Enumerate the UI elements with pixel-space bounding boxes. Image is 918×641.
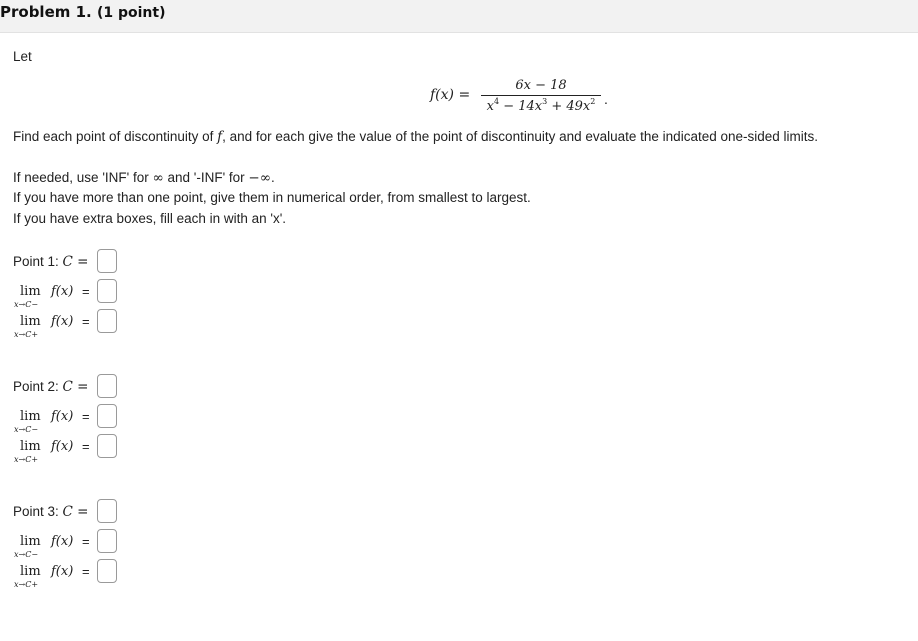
- point-2-right-limit: lim x→C+ f(x): [14, 439, 74, 464]
- point-1-label: Point 1: C =: [13, 254, 89, 270]
- point-2-c-input[interactable]: [97, 374, 117, 398]
- point-1-c-input[interactable]: [97, 249, 117, 273]
- point-2-right-eq: =: [82, 439, 90, 454]
- point-1-right-limit: lim x→C+ f(x): [14, 314, 74, 339]
- point-2-left-limit: lim x→C− f(x): [14, 409, 74, 434]
- formula-denominator: $x^4 - 14x^3 + 49x^2$: [486, 97, 596, 114]
- point-2-left-eq: =: [82, 409, 90, 424]
- intro-text: Let: [13, 49, 32, 64]
- formula-fraction: [481, 77, 601, 115]
- formula-numerator: 6x − 18: [515, 78, 567, 93]
- point-3-left-eq: =: [82, 534, 90, 549]
- fraction-bar: [481, 95, 601, 96]
- point-3-c-input[interactable]: [97, 499, 117, 523]
- formula-lhs: f(x) =: [430, 87, 471, 103]
- point-3-right-eq: =: [82, 564, 90, 579]
- problem-title: [0, 3, 166, 21]
- instruction-order: If you have more than one point, give them in numerical order, from smallest to largest.: [13, 190, 531, 205]
- point-1-left-eq: =: [82, 284, 90, 299]
- point-1-right-limit-input[interactable]: [97, 309, 117, 333]
- instruction-extra-boxes: If you have extra boxes, fill each in with an 'x'.: [13, 211, 287, 226]
- point-3-left-limit-input[interactable]: [97, 529, 117, 553]
- problem-card: [0, 32, 918, 641]
- point-2-right-limit-input[interactable]: [97, 434, 117, 458]
- point-2-left-limit-input[interactable]: [97, 404, 117, 428]
- instruction-main: Find each point of discontinuity of f, and for each give the value of the point of discontinuity and evaluate the indicated one-sided limits.: [13, 129, 819, 145]
- point-2-label: Point 2: C =: [13, 379, 89, 395]
- point-3-right-limit-input[interactable]: [97, 559, 117, 583]
- point-3-left-limit: lim x→C− f(x): [14, 534, 74, 559]
- point-1-right-eq: =: [82, 314, 90, 329]
- instruction-infinity: If needed, use 'INF' for ∞ and '-INF' for −∞.: [13, 170, 275, 186]
- formula-period: .: [604, 91, 608, 107]
- problem-points: (1 point): [96, 5, 166, 21]
- point-1-left-limit-input[interactable]: [97, 279, 117, 303]
- point-3-label: Point 3: C =: [13, 504, 89, 520]
- point-3-right-limit: lim x→C+ f(x): [14, 564, 74, 589]
- problem-number: Problem 1.: [0, 3, 92, 21]
- point-1-left-limit: lim x→C− f(x): [14, 284, 74, 309]
